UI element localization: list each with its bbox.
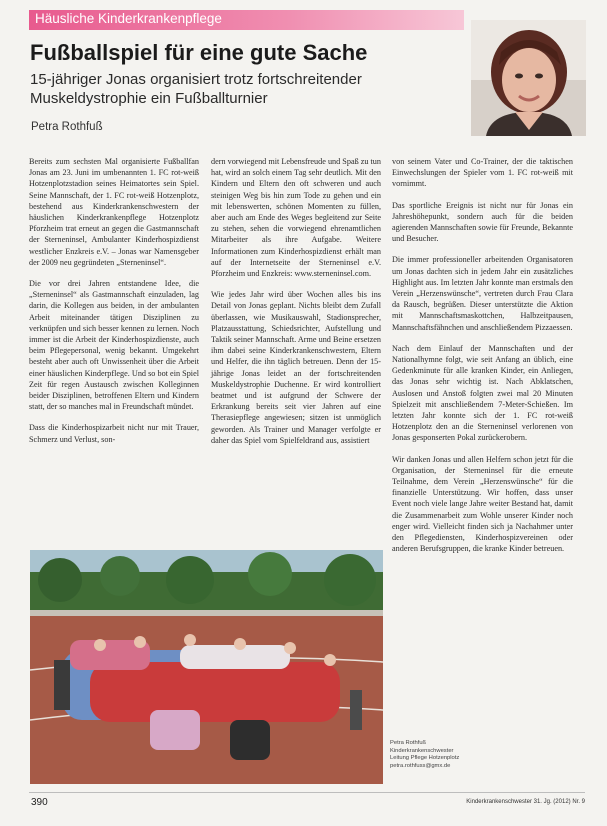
caption-line: Kinderkrankenschwester — [390, 747, 454, 754]
subtitle-line: Muskeldystrophie ein Fußballturnier — [30, 90, 268, 107]
caption-line: petra.rothfuss@gmx.de — [390, 762, 451, 769]
text-column-1 — [29, 156, 199, 455]
caption-line: Leitung Pflege Hotzenplotz — [390, 755, 460, 762]
article-subtitle — [30, 70, 460, 108]
paragraph: Das sportliche Ereignis ist nicht nur für Jonas ein Jahreshöhepunkt, sondern auch für die beiden agierenden Mannschaften sowie für Freunde, Bekannte und Besucher. — [392, 200, 573, 244]
article-title: Fußballspiel für eine gute Sache — [30, 40, 368, 65]
portrait-illustration — [471, 20, 586, 136]
footer-divider — [29, 792, 585, 793]
group-photo — [30, 550, 383, 784]
paragraph: Die vor drei Jahren entstandene Idee, die „Sterneninsel“ als Gastmannschaft einzuladen, lag darin, die Kollegen aus beiden, in der ambulanten Arbeit miteinander tätigen Disziplinen zu verknüpfen und sich besser kennen zu lernen. Noch immer ist die Arbeit der Kinderhospizdienste, auch beim Pflegepersonal, wenig bekannt. Umgekehrt besteht aber auch oft Unwissenheit über die Arbeit einer häuslichen Kinderpflege. Und so bot ein Spiel Zeit für regen Austausch zwischen Kolleginnen beider Disziplinen, betroffenen Eltern und Kindern statt, der so manches mal in Freundschaft mündet. — [29, 279, 199, 412]
section-title: Häusliche Kinderkrankenpflege — [35, 11, 222, 26]
paragraph: Die immer professioneller arbeitenden Organisatoren um Jonas dachten sich in jedem Jahr ein zusätzliches Highlight aus. Im letzten Jahr konnte man erstmals den Verein „Herzenswünsche“, vertreten durch Frau Clara da Rausch, begrüßen. Dieser unterstützte die Aktion mit Mannschaftsmaskottchen, Halbzeitpausen, Mannschaftsfähnchen und anschließendem Pizzaessen. — [392, 255, 573, 332]
caption-line: Petra Rothfuß — [390, 740, 427, 746]
page-number: 390 — [31, 797, 48, 808]
photo-caption — [390, 740, 500, 770]
paragraph: Wir danken Jonas und allen Helfern schon jetzt für die Organisation, der Sterneninsel für die erneute Teilnahme, dem Verein „Herzenswünsche“ für die finanzielle Unterstützung. Wir hoffen, dass unser Event noch viele lange Jahre weiter Bestand hat, damit die Zusammenarbeit zum Wohle unserer Kinder noch enger wird. Vielleicht finden sich ja Nachahmer unter den Pflegediensten, Kinderhospizvereinen oder anderen Berufsgruppen, die kranke Kinder betreuen. — [392, 454, 573, 554]
paragraph: Wie jedes Jahr wird über Wochen alles bis ins Detail von Jonas geplant. Nichts bleibt dem Zufall überlassen, wie Musikauswahl, Stadionsprecher, Platzausstattung, Schiedsrichter, Aufstellung und Taktik seiner Mannschaft. Arme und Beine ersetzen ihm dabei seine Kinderkrankenschwestern, Eltern und Helfer, die ihn täglich betreuen. Denn der 15-jährige Jonas leidet an der fortschreitenden Muskeldystrophie Duchenne. Er wird kontrolliert beatmet und ist aufgrund der Schwere der Erkrankung bereits seit vier Jahren auf eine Therasiepflege angewiesen; sitzen ist unmöglich geworden. Als Trainer und Manager verfolgte er daher das Spiel vom Spielfeldrand aus, assistiert — [211, 290, 381, 445]
paragraph: Nach dem Einlauf der Mannschaften und der Nationalhymne folgt, wie seit Anfang an üblich, eine Gedenkminute für alle kranken Kinder, ein Anliegen, das Jonas sehr wichtig ist. Nach Abklatschen, Auslosen und Anstoß folgten zwei mal 20 Minuten Spielzeit mit anschließendem 7-Meter-Schießen. Im letzten Jahr konnte sich der 1. FC rot-weiß Hotzenplotz den an die Sterneninsel verlorenen von Jonas gesponserten Pokal zurückerobern. — [392, 343, 573, 443]
paragraph: Dass die Kinderhospizarbeit nicht nur mit Trauer, Schmerz und Verlust, son- — [29, 423, 199, 444]
subtitle-line: 15-jähriger Jonas organisiert trotz fortschreitender — [30, 71, 362, 88]
paragraph: dern vorwiegend mit Lebensfreude und Spaß zu tun hat, wird an solch einem Tag sehr deutlich. Mit den Kindern und Eltern den oft schweren und auch steinigen Weg bis hin zum Tode zu gehen und ein mit lebenswerten, schönen Momenten zu füllen, aber auch am Ende des Weges begleitend zur Seite zu stehen, sehen die vorwiegend ehrenamtlichen Mitarbeiter als ihre Aufgabe. Weitere Informationen zum Kinderhospizdienst erhält man auf der Internetseite der Sterneninsel e.V. Pforzheim und Enzkreis: www.sterneninsel.com. — [211, 157, 381, 279]
author-name: Petra Rothfuß — [31, 121, 103, 133]
paragraph: von seinem Vater und Co-Trainer, der die taktischen Einwechslungen der Spieler vom 1. FC rot-weiß mit vornimmt. — [392, 157, 573, 189]
journal-reference: Kinderkrankenschwester 31. Jg. (2012) Nr. 9 — [466, 799, 585, 805]
author-portrait — [471, 20, 586, 136]
section-header — [29, 10, 464, 30]
text-column-3 — [392, 156, 573, 565]
group-photo-illustration — [30, 550, 383, 784]
paragraph: Bereits zum sechsten Mal organisierte Fußballfan Jonas am 23. Juni im umbenannten 1. FC rot-weiß Hotzenplotzstadion seines Heimatortes sein Spiel. Seine Mannschaft, der 1. FC rot-weiß Hotzenplotz, bestehend aus Kinderkrankenschwestern der häuslichen Kinderkrankenpflege Hotzenplotz Pforzheim trat erneut an gegen die Gastmannschaft der Sterneninsel, Ambulanter Kinderhospizdienst westlicher Enzkreis e.V. – Jonas war Namensgeber der 2009 neu gegründeten „Sterneninsel“. — [29, 157, 199, 267]
text-column-2 — [211, 156, 381, 456]
